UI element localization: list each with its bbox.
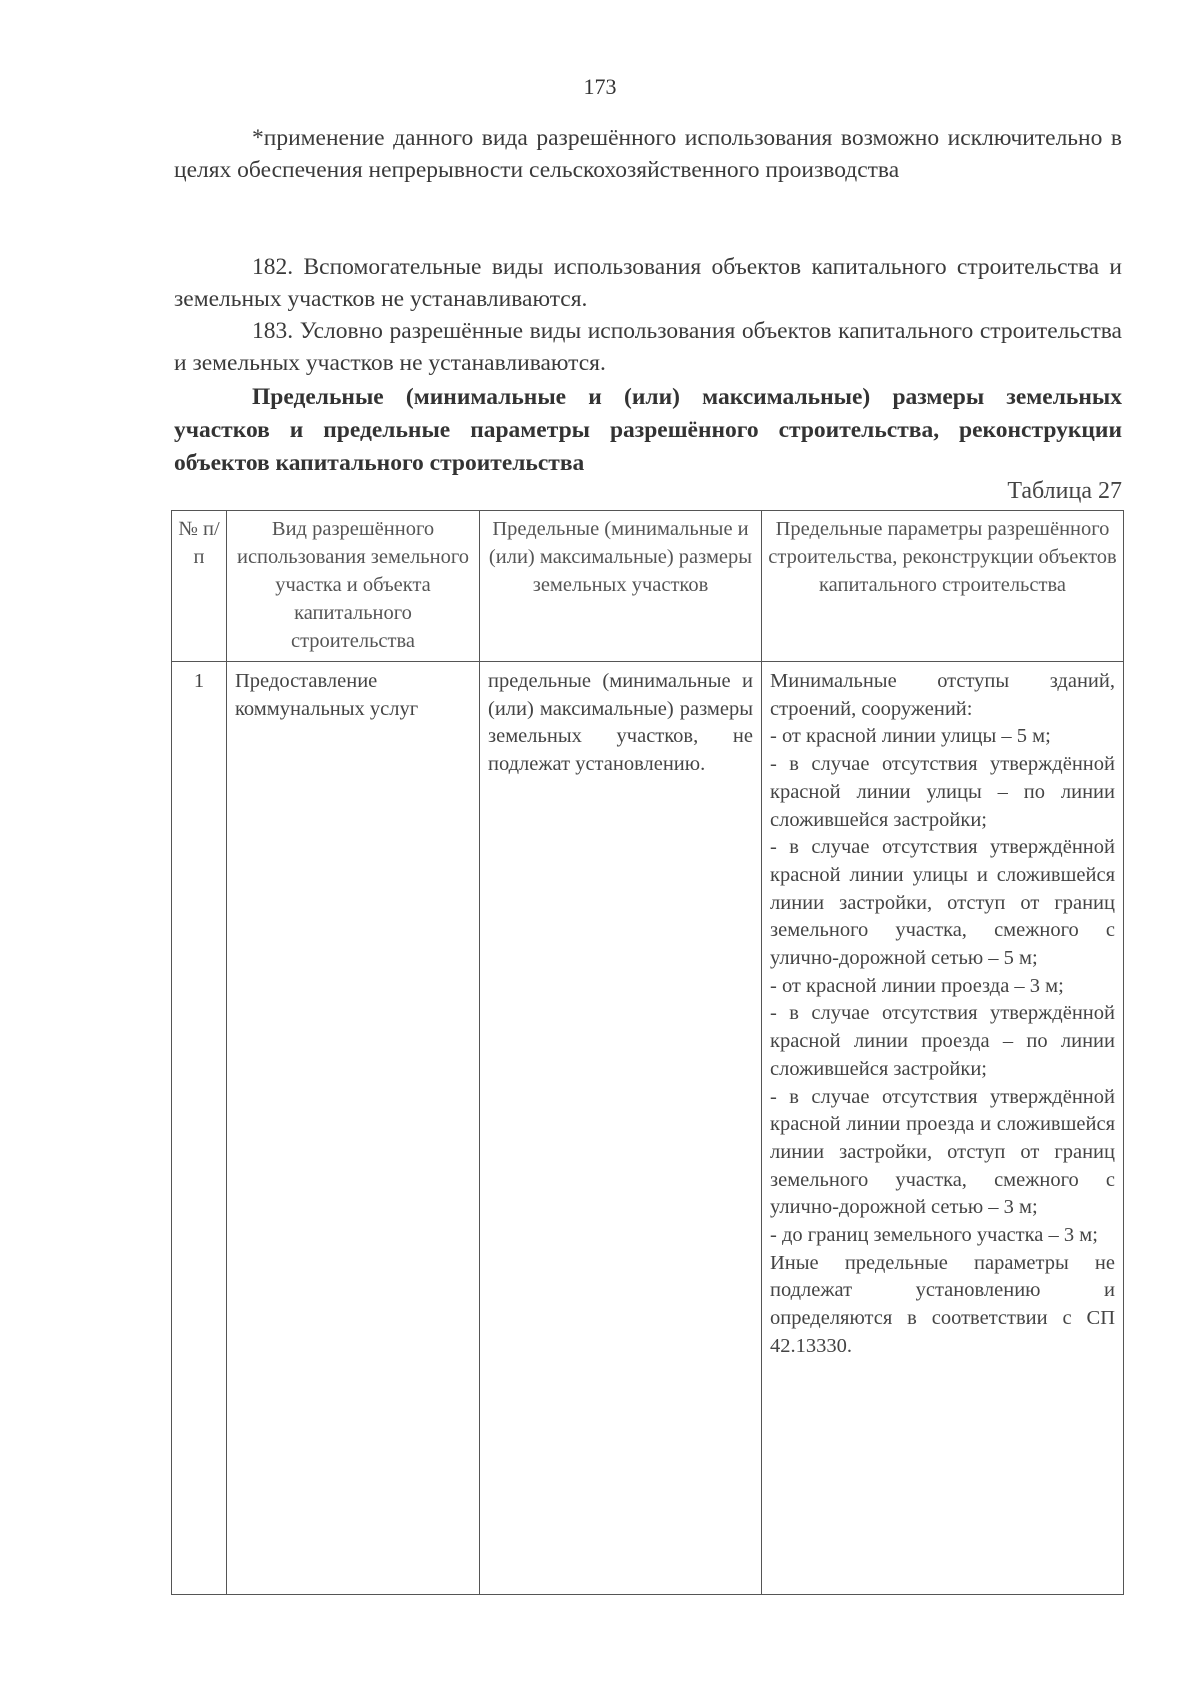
header-number: № п/п <box>172 511 227 662</box>
cell-parameters <box>762 662 1124 1595</box>
page-number: 173 <box>583 74 617 99</box>
parameter-line: - в случае отсутствия утверждённой красной линии улицы и сложившейся линии застройки, отступ от границ земельного участка, смежного с улично-дорожной сетью – 5 м; <box>770 836 1115 970</box>
parameter-line: Иные предельные параметры не подлежат установлению и определяются в соответствии с СП 42.13330. <box>770 1251 1115 1357</box>
section-heading: Предельные (минимальные и (или) максимальные) размеры земельных участков и предельные параметры разрешённого строительства, реконструкции объектов капитального строительства <box>174 384 1122 476</box>
parameter-line: - в случае отсутствия утверждённой красной линии проезда – по линии сложившейся застройки; <box>770 1002 1115 1080</box>
parameter-line: - в случае отсутствия утверждённой красной линии проезда и сложившейся линии застройки, отступ от границ земельного участка, смежного с улично-дорожной сетью – 3 м; <box>770 1085 1115 1219</box>
parameter-line: - от красной линии проезда – 3 м; <box>770 974 1064 997</box>
parameter-line: - в случае отсутствия утверждённой красной линии улицы – по линии сложившейся застройки; <box>770 753 1115 831</box>
cell-plot-sizes: предельные (минимальные и (или) максимальные) размеры земельных участков, не подлежат установлению. <box>480 662 762 1595</box>
parameter-line: - до границ земельного участка – 3 м; <box>770 1224 1098 1247</box>
cell-number: 1 <box>172 662 227 1595</box>
paragraph-182: 182. Вспомогательные виды использования объектов капитального строительства и земельных участков не устанавливаются. <box>174 254 1122 312</box>
header-parameters: Предельные параметры разрешённого строительства, реконструкции объектов капитального строительства <box>762 511 1124 662</box>
parameter-line: - от красной линии улицы – 5 м; <box>770 725 1051 748</box>
table-label: Таблица 27 <box>1007 478 1122 504</box>
parameters-table <box>171 510 1124 1595</box>
table-header-row <box>172 511 1124 662</box>
parameter-line: Минимальные отступы зданий, строений, сооружений: <box>770 670 1115 720</box>
header-use-type: Вид разрешённого использования земельного участка и объекта капитального строительства <box>227 511 480 662</box>
table-row <box>172 662 1124 1595</box>
paragraph-183: 183. Условно разрешённые виды использования объектов капитального строительства и земельных участков не устанавливаются. <box>174 318 1122 376</box>
footnote: *применение данного вида разрешённого использования возможно исключительно в целях обеспечения непрерывности сельскохозяйственного производства <box>174 125 1122 183</box>
cell-use-type: Предоставление коммунальных услуг <box>227 662 480 1595</box>
header-plot-sizes: Предельные (минимальные и (или) максимальные) размеры земельных участков <box>480 511 762 662</box>
